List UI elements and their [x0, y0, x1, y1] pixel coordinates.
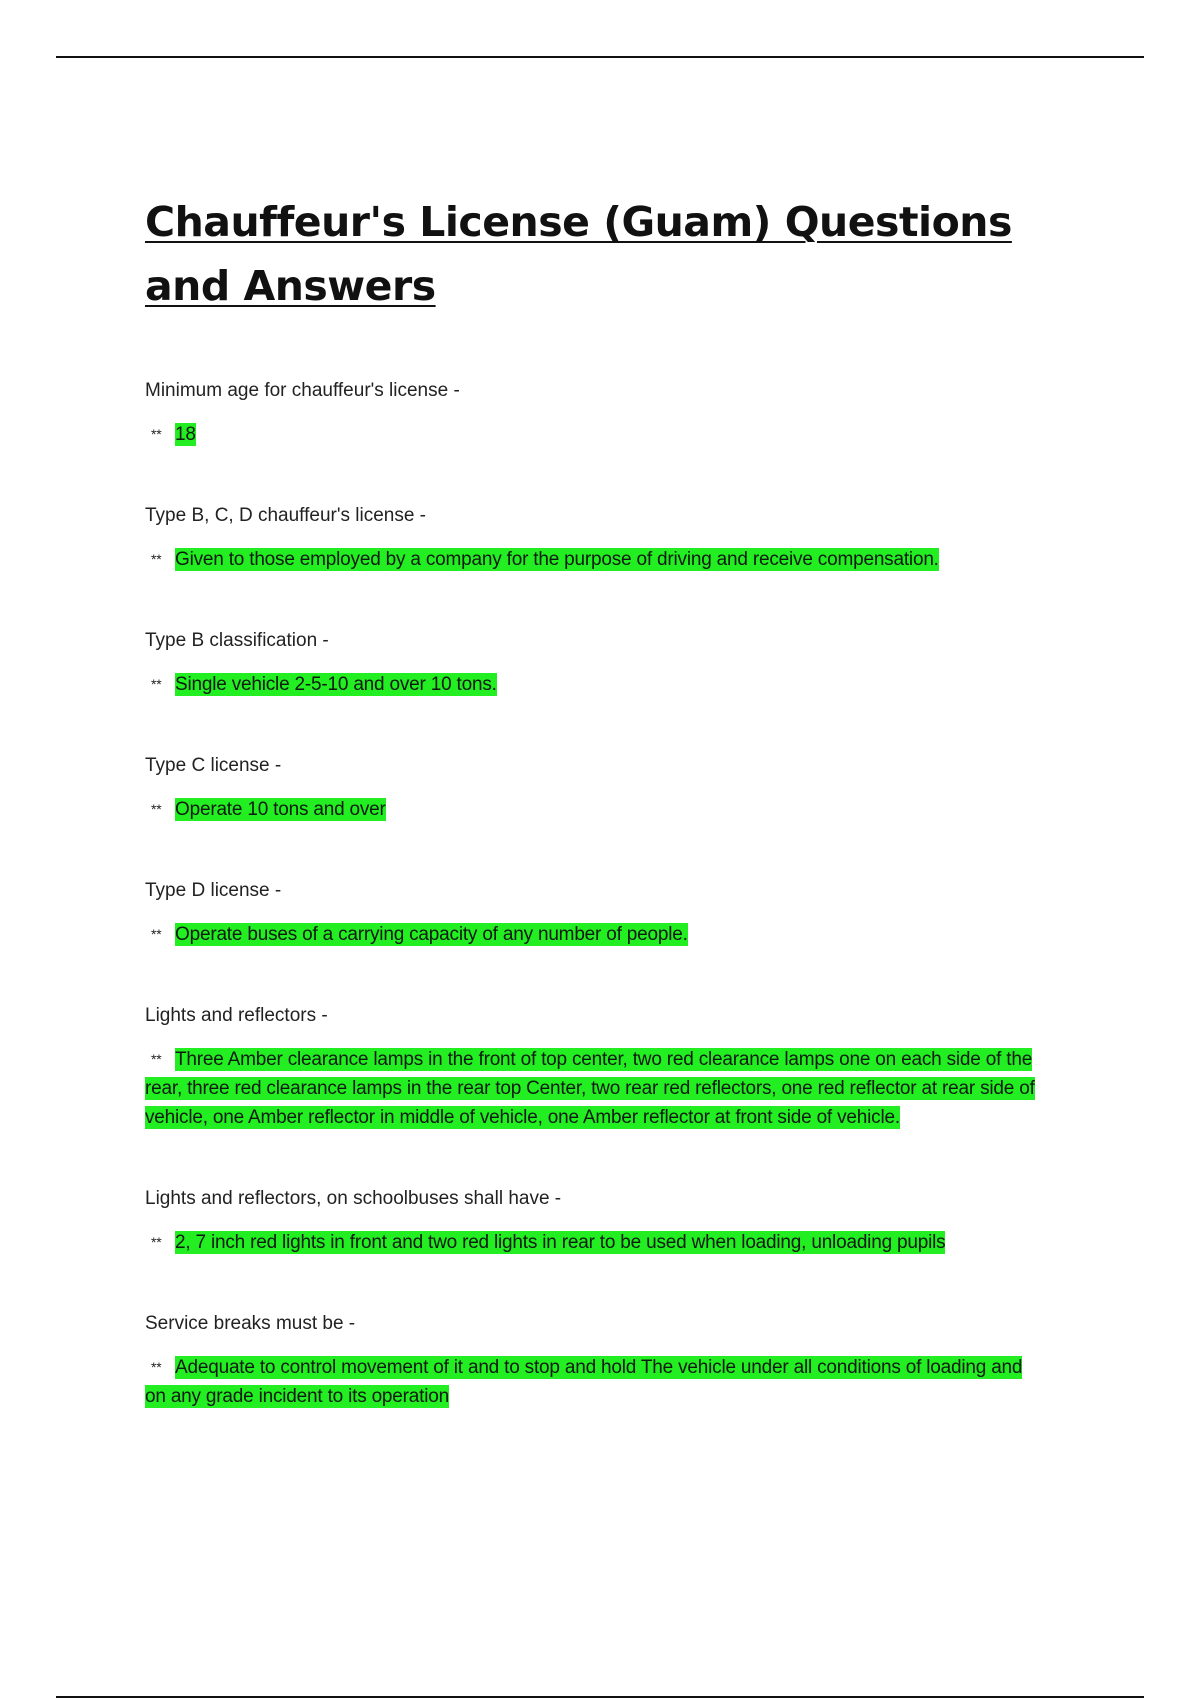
answer-highlight: 18 [175, 424, 196, 445]
question-text: Lights and reflectors - [145, 1005, 328, 1026]
answer [145, 420, 1045, 449]
bullet-marker: ** [151, 426, 162, 442]
bullet-marker: ** [151, 1051, 162, 1067]
qa-item [145, 378, 1045, 449]
answer-highlight: Operate 10 tons and over [175, 799, 386, 820]
question-text: Type D license - [145, 880, 282, 901]
question-text: Type B, C, D chauffeur's license - [145, 505, 427, 526]
qa-item [145, 878, 1045, 949]
bullet-marker: ** [151, 926, 162, 942]
qa-item [145, 1311, 1045, 1411]
answer [145, 1228, 1045, 1257]
footer-rule [56, 1696, 1144, 1698]
answer-highlight: Three Amber clearance lamps in the front of top center, two red clearance lamps one on each side of the rear, three red clearance lamps in the rear top Center, two rear red reflectors, one red reflector at rear side of vehicle, one Amber reflector in middle of vehicle, one Amber reflector at front side of vehicle. [145, 1049, 1035, 1128]
answer [145, 920, 1045, 949]
header-rule [56, 56, 1144, 58]
qa-item [145, 1186, 1045, 1257]
question-text: Type C license - [145, 755, 282, 776]
answer [145, 1353, 1045, 1411]
document-title: Chauffeur's License (Guam) Questions and Answers [145, 198, 1012, 310]
question-text: Minimum age for chauffeur's license - [145, 380, 460, 401]
bullet-marker: ** [151, 1234, 162, 1250]
document-body [145, 190, 1045, 1465]
question-text: Service breaks must be - [145, 1313, 356, 1334]
bullet-marker: ** [151, 676, 162, 692]
question-text: Type B classification - [145, 630, 329, 651]
answer-highlight: Given to those employed by a company for the purpose of driving and receive compensation. [175, 549, 939, 570]
qa-list [145, 378, 1045, 1411]
qa-item [145, 753, 1045, 824]
bullet-marker: ** [151, 551, 162, 567]
answer-highlight: 2, 7 inch red lights in front and two red lights in rear to be used when loading, unloading pupils [175, 1232, 946, 1253]
answer [145, 795, 1045, 824]
bullet-marker: ** [151, 801, 162, 817]
qa-item [145, 628, 1045, 699]
bullet-marker: ** [151, 1359, 162, 1375]
answer [145, 670, 1045, 699]
qa-item [145, 1003, 1045, 1132]
qa-item [145, 503, 1045, 574]
answer-highlight: Single vehicle 2-5-10 and over 10 tons. [175, 674, 497, 695]
answer [145, 545, 1045, 574]
answer-highlight: Adequate to control movement of it and to stop and hold The vehicle under all conditions of loading and on any grade incident to its operation [145, 1357, 1023, 1407]
answer-highlight: Operate buses of a carrying capacity of any number of people. [175, 924, 688, 945]
answer [145, 1045, 1045, 1132]
question-text: Lights and reflectors, on schoolbuses shall have - [145, 1188, 562, 1209]
